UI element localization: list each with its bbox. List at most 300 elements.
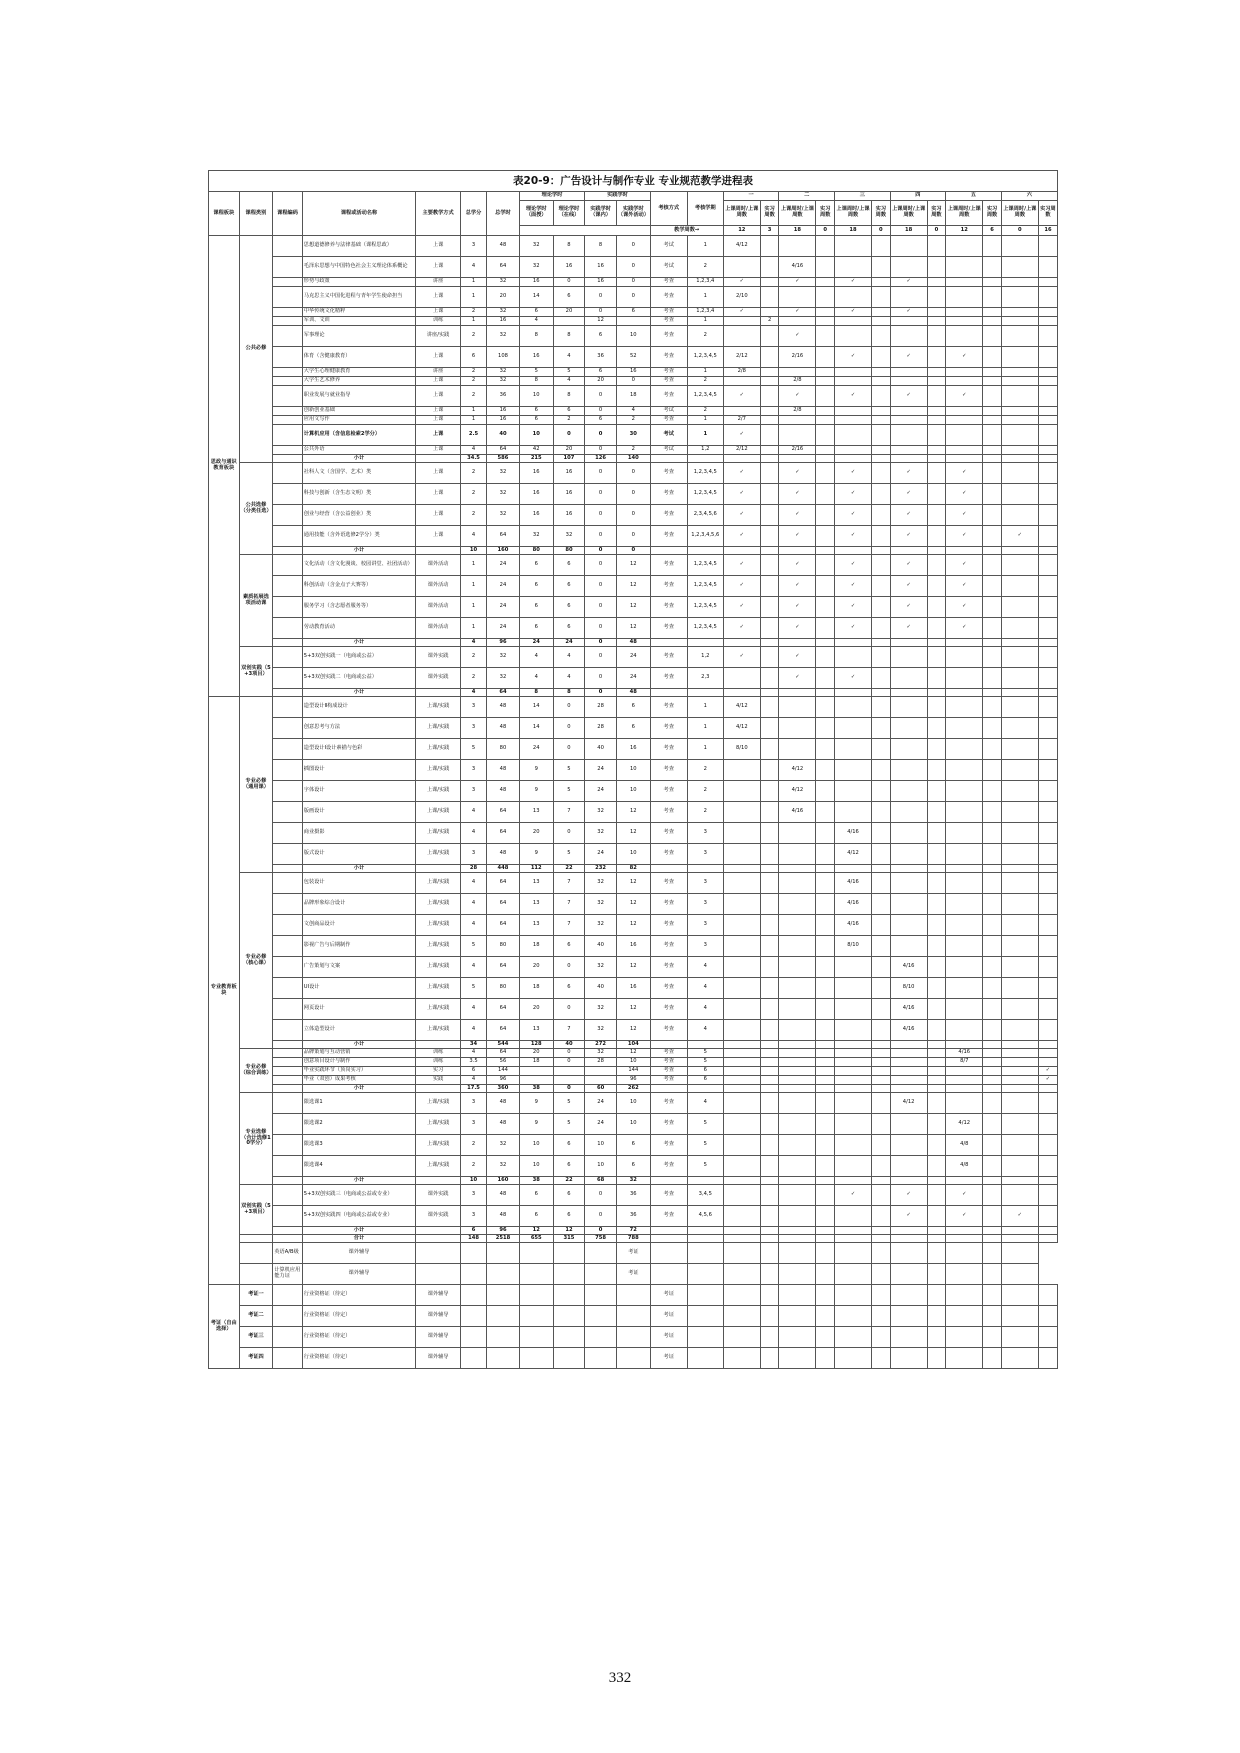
exam-method-cell: 考试 [650,446,687,455]
semester-hours-cell: ✓ [723,386,760,407]
semester-intern-cell [872,1135,891,1156]
semester-hours-cell: 2/8 [779,377,816,386]
credits-cell: 4 [460,894,486,915]
credits-cell: 2.5 [460,425,486,446]
semester-hours-cell [1001,463,1038,484]
semester-intern-cell [816,668,835,689]
header-sem-5: 五 [946,192,1002,201]
semester-hours-cell [946,1076,983,1085]
practice-extra-cell: 0 [616,484,650,505]
practice-extra-cell: 10 [616,1114,650,1135]
exam-method-cell: 考查 [650,377,687,386]
exam-terms-cell [687,1085,723,1093]
method-cell: 课外活动 [416,618,461,639]
semester-intern-cell [834,1243,871,1264]
semester-hours-cell [779,873,816,894]
table-row [209,1020,1058,1041]
semester-intern-cell [1038,668,1057,689]
course-name-cell: 小计 [302,1227,415,1235]
method-cell [416,1235,461,1243]
theory-face-cell: 9 [519,781,553,802]
hours-cell: 32 [487,368,520,377]
credits-cell: 2 [460,377,486,386]
semester-intern-cell [872,326,891,347]
semester-intern-cell [946,1264,983,1285]
semester-hours-cell: 4/16 [779,802,816,823]
semester-intern-cell [927,377,946,386]
subtotal-row [209,1085,1058,1093]
semester-hours-cell [834,689,871,697]
practice-class-cell: 8 [585,236,617,257]
practice-extra-cell: 2 [616,416,650,425]
semester-hours-cell: 8/7 [946,1058,983,1067]
semester-intern-cell [872,308,891,317]
semester-hours-cell [1001,505,1038,526]
table-row [209,1093,1058,1114]
practice-extra-cell: 82 [616,865,650,873]
semester-intern-cell [816,647,835,668]
semester-intern-cell [927,999,946,1020]
practice-extra-cell [585,1264,617,1285]
exam-method-cell: 考证 [650,1348,687,1369]
semester-hours-cell [1001,1135,1038,1156]
semester-intern-cell [872,760,891,781]
semester-hours-cell [816,1264,835,1285]
semester-hours-cell: 4/12 [834,844,871,865]
credits-cell: 6 [460,1227,486,1235]
theory-online-cell: 16 [553,463,585,484]
method-cell: 上课 [416,287,461,308]
semester-hours-cell: ✓ [890,576,927,597]
hours-cell: 64 [487,257,520,278]
semester-intern-cell [927,1085,946,1093]
theory-online-cell: 107 [553,455,585,463]
semester-intern-cell [816,1067,835,1076]
course-name-cell: 限选课2 [302,1114,415,1135]
semester-intern-cell [983,576,1002,597]
semester-intern-cell [983,668,1002,689]
semester-intern-cell [983,978,1002,999]
semester-hours-cell [890,873,927,894]
semester-intern-cell [1038,347,1057,368]
semester-intern-cell [983,1227,1002,1235]
semester-hours-cell [890,915,927,936]
theory-online-cell: 0 [553,1058,585,1067]
theory-face-cell: 13 [519,802,553,823]
semester-hours-cell: 8/10 [834,936,871,957]
code-cell [273,377,302,386]
exam-method-cell [650,1235,687,1243]
semester-hours-cell: 4/16 [890,999,927,1020]
practice-class-cell: 758 [585,1235,617,1243]
semester-hours-cell [946,647,983,668]
exam-method-cell: 考查 [650,1020,687,1041]
practice-class-cell: 0 [585,484,617,505]
semester-hours-cell [779,1020,816,1041]
exam-method-cell: 考查 [650,936,687,957]
theory-face-cell: 6 [519,576,553,597]
semester-intern-cell [816,957,835,978]
theory-face-cell: 16 [519,505,553,526]
semester-intern-cell [872,416,891,425]
semester-hours-cell [946,936,983,957]
course-name-cell: UI设计 [302,978,415,999]
course-name-cell: 合计 [302,1235,415,1243]
semester-intern-cell [983,1076,1002,1085]
method-cell: 上课 [416,257,461,278]
exam-method-cell: 考试 [650,257,687,278]
semester-intern-cell [816,526,835,547]
exam-terms-cell: 1 [687,739,723,760]
code-cell [273,957,302,978]
semester-intern-cell [872,1058,891,1067]
semester-intern-cell [927,278,946,287]
code-cell [273,416,302,425]
hours-cell: 64 [487,873,520,894]
semester-intern-cell [816,425,835,446]
semester-hours-cell [946,957,983,978]
practice-extra-cell: 10 [616,844,650,865]
table-row [209,257,1058,278]
semester-hours-cell [723,915,760,936]
semester-intern-cell [816,407,835,416]
semester-hours-cell: 4/12 [723,697,760,718]
semester-intern-cell [872,526,891,547]
code-cell [273,484,302,505]
semester-intern-cell: ✓ [1038,1076,1057,1085]
semester-hours-cell [946,1348,983,1369]
credits-cell: 2 [460,668,486,689]
semester-hours-cell [723,547,760,555]
exam-terms-cell: 5 [687,1156,723,1177]
semester-intern-cell [760,1093,779,1114]
semester-hours-cell [1001,1327,1038,1348]
theory-face-cell: 13 [519,894,553,915]
exam-method-cell: 考查 [650,1076,687,1085]
semester-intern-cell [1038,1185,1057,1206]
semester-hours-cell: ✓ [834,308,871,317]
credits-cell: 3 [460,1206,486,1227]
semester-hours-cell: ✓ [834,555,871,576]
theory-face-cell: 215 [519,455,553,463]
semester-intern-cell [927,526,946,547]
course-name-cell: 商业摄影 [302,823,415,844]
practice-extra-cell: 12 [616,873,650,894]
practice-extra-cell: 0 [616,463,650,484]
semester-intern-cell [1038,936,1057,957]
semester-hours-cell: ✓ [946,618,983,639]
practice-extra-cell: 12 [616,802,650,823]
practice-class-cell: 32 [585,873,617,894]
semester-intern-cell [983,526,1002,547]
semester-hours-cell [1001,760,1038,781]
semester-intern-cell [760,978,779,999]
semester-intern-cell [816,865,835,873]
theory-online-cell: 12 [553,1227,585,1235]
code-cell [273,1020,302,1041]
hours-cell [460,1243,486,1264]
semester-intern-cell [760,1135,779,1156]
semester-hours-cell [723,1177,760,1185]
semester-hours-cell [890,1135,927,1156]
code-cell [273,1041,302,1049]
course-name-cell: 毕业实践环节（顶岗实习） [302,1067,415,1076]
semester-intern-cell [872,278,891,287]
code-cell [273,668,302,689]
practice-extra-cell: 16 [616,739,650,760]
semester-hours-cell [834,407,871,416]
course-name-cell: 版式设计 [302,844,415,865]
semester-intern-cell [872,386,891,407]
table-row [209,368,1058,377]
semester-intern-cell [927,865,946,873]
semester-hours-cell [779,1085,816,1093]
theory-online-cell: 8 [553,326,585,347]
practice-class-cell: 32 [585,915,617,936]
semester-intern-cell [1038,425,1057,446]
semester-hours-cell [779,1093,816,1114]
semester-intern-cell [872,1067,891,1076]
semester-hours-cell: ✓ [723,618,760,639]
semester-hours-cell: 2/12 [723,347,760,368]
exam-terms-cell: 3 [687,823,723,844]
practice-class-cell: 24 [585,844,617,865]
practice-class-cell: 0 [585,547,617,555]
exam-terms-cell: 1 [687,236,723,257]
semester-intern-cell [816,1049,835,1058]
semester-hours-cell [834,446,871,455]
exam-terms-cell: 4 [687,1020,723,1041]
hours-cell: 32 [487,308,520,317]
header-theory-group: 理论学时 [519,192,584,201]
method-cell [416,865,461,873]
semester-hours-cell [946,1041,983,1049]
semester-intern-cell [760,278,779,287]
practice-extra-cell: 72 [616,1227,650,1235]
subtotal-row [209,1227,1058,1235]
semester-intern-cell [1038,1135,1057,1156]
hours-cell: 96 [487,1227,520,1235]
semester-intern-cell [927,505,946,526]
semester-intern-cell [760,894,779,915]
semester-hours-cell [779,844,816,865]
semester-hours-cell: ✓ [834,484,871,505]
practice-class-cell: 0 [585,425,617,446]
theory-online-cell: 6 [553,1156,585,1177]
practice-extra-cell: 10 [616,760,650,781]
semester-intern-cell [760,1067,779,1076]
practice-class-cell: 0 [585,576,617,597]
exam-method-cell: 考查 [650,1185,687,1206]
exam-terms-cell: 1,2,3,4,5,6 [687,526,723,547]
practice-extra-cell: 36 [616,1185,650,1206]
semester-intern-cell [983,1177,1002,1185]
semester-hours-cell: ✓ [890,308,927,317]
code-cell [239,1243,273,1264]
semester-intern-cell [872,739,891,760]
credits-cell: 1 [460,576,486,597]
semester-intern-cell [760,689,779,697]
semester-hours-cell [723,802,760,823]
semester-hours-cell [1001,555,1038,576]
credits-cell: 28 [460,865,486,873]
code-cell [273,308,302,317]
code-cell [273,278,302,287]
semester-intern-cell [983,1114,1002,1135]
semester-hours-cell [890,1227,927,1235]
code-cell [273,1135,302,1156]
semester-hours-cell [834,257,871,278]
course-name-cell: 小计 [302,547,415,555]
semester-intern-cell [1038,455,1057,463]
exam-terms-cell: 2 [687,326,723,347]
semester-intern-cell [983,455,1002,463]
semester-hours-cell [834,999,871,1020]
semester-hours-cell: ✓ [946,597,983,618]
semester-intern-cell [927,1093,946,1114]
semester-hours-cell [723,823,760,844]
semester-hours-cell [723,1085,760,1093]
exam-terms-cell [650,1243,687,1264]
semester-hours-cell [834,1076,871,1085]
semester-hours-cell [1001,576,1038,597]
credits-cell: 2 [460,1135,486,1156]
semester-intern-cell [983,287,1002,308]
theory-face-cell: 6 [519,1185,553,1206]
credits-cell: 5 [460,978,486,999]
semester-intern-cell [760,668,779,689]
semester-intern-cell [816,1076,835,1085]
semester-hours-cell [760,1243,779,1264]
semester-intern-cell [816,760,835,781]
exam-terms-cell: 4 [687,999,723,1020]
hours-cell: 40 [487,425,520,446]
semester-hours-cell [723,760,760,781]
credits-cell: 3 [460,1093,486,1114]
semester-hours-cell [834,1020,871,1041]
credits-cell: 4 [460,689,486,697]
semester-hours-cell: ✓ [779,484,816,505]
theory-online-cell: 22 [553,865,585,873]
method-cell: 上课 [416,407,461,416]
practice-extra-cell: 16 [616,978,650,999]
header-theory-face: 理论学时（面授） [519,201,553,226]
practice-extra-cell: 262 [616,1085,650,1093]
code-cell [273,576,302,597]
credits-cell: 1 [460,287,486,308]
semester-hours-cell [946,844,983,865]
hours-cell: 80 [487,739,520,760]
semester-hours-cell: 4/16 [834,873,871,894]
semester-intern-cell [1038,368,1057,377]
method-cell: 课外实践 [416,1206,461,1227]
table-row [209,505,1058,526]
module-cell: 思政与通识教育板块 [209,236,240,697]
semester-intern-cell [872,894,891,915]
exam-method-cell: 考查 [650,308,687,317]
credits-cell: 2 [460,505,486,526]
semester-intern-cell [1038,526,1057,547]
semester-hours-cell: ✓ [723,425,760,446]
semester-hours-cell [1001,386,1038,407]
credits-cell: 10 [460,547,486,555]
hours-cell [487,1327,520,1348]
theory-face-cell: 6 [519,1206,553,1227]
semester-hours-cell: ✓ [1001,526,1038,547]
course-name-cell: 小计 [302,1041,415,1049]
semester-hours-cell: 8/10 [890,978,927,999]
hours-cell: 160 [487,1177,520,1185]
method-cell: 上课/实践 [416,957,461,978]
semester-intern-cell [927,1206,946,1227]
semester-intern-cell [927,1076,946,1085]
hours-cell: 448 [487,865,520,873]
course-name-cell: 限选课4 [302,1156,415,1177]
theory-online-cell: 0 [553,1085,585,1093]
week-value: 0 [872,226,891,236]
semester-hours-cell: ✓ [779,618,816,639]
semester-intern-cell [816,697,835,718]
theory-face-cell: 128 [519,1041,553,1049]
category-cell [239,1235,273,1243]
table-row [209,386,1058,407]
practice-class-cell: 0 [585,639,617,647]
semester-hours-cell [946,999,983,1020]
semester-intern-cell [927,647,946,668]
theory-face-cell: 4 [519,317,553,326]
practice-extra-cell: 144 [616,1067,650,1076]
theory-face-cell: 6 [519,618,553,639]
semester-hours-cell [890,1076,927,1085]
theory-face-cell: 16 [519,463,553,484]
practice-extra-cell: 12 [616,1020,650,1041]
semester-intern-cell [983,257,1002,278]
hours-cell: 64 [487,915,520,936]
theory-face-cell: 6 [519,416,553,425]
semester-intern-cell [1038,978,1057,999]
hours-cell: 16 [487,317,520,326]
semester-intern-cell [927,1156,946,1177]
teaching-plan-sheet [208,170,1058,1369]
hours-cell: 2518 [487,1235,520,1243]
table-row [209,1135,1058,1156]
practice-class-cell: 32 [585,823,617,844]
exam-method-cell: 考查 [650,278,687,287]
semester-hours-cell [983,1243,1002,1264]
semester-intern-cell [983,915,1002,936]
semester-hours-cell [834,697,871,718]
theory-online-cell: 4 [553,347,585,368]
semester-hours-cell [1001,689,1038,697]
semester-hours-cell: ✓ [723,555,760,576]
semester-intern-cell [816,597,835,618]
semester-hours-cell [946,718,983,739]
hours-cell: 32 [487,505,520,526]
header-sem-4: 四 [890,192,946,201]
course-name-cell: 形势与政策 [302,278,415,287]
exam-terms-cell [687,1235,723,1243]
semester-intern-cell [760,287,779,308]
table-row [209,1285,1058,1306]
practice-extra-cell: 140 [616,455,650,463]
theory-online-cell: 22 [553,1177,585,1185]
theory-face-cell: 18 [519,936,553,957]
theory-face-cell: 14 [519,718,553,739]
semester-intern-cell [927,287,946,308]
practice-class-cell: 0 [585,668,617,689]
semester-hours-cell [779,978,816,999]
theory-face-cell: 18 [519,1058,553,1067]
